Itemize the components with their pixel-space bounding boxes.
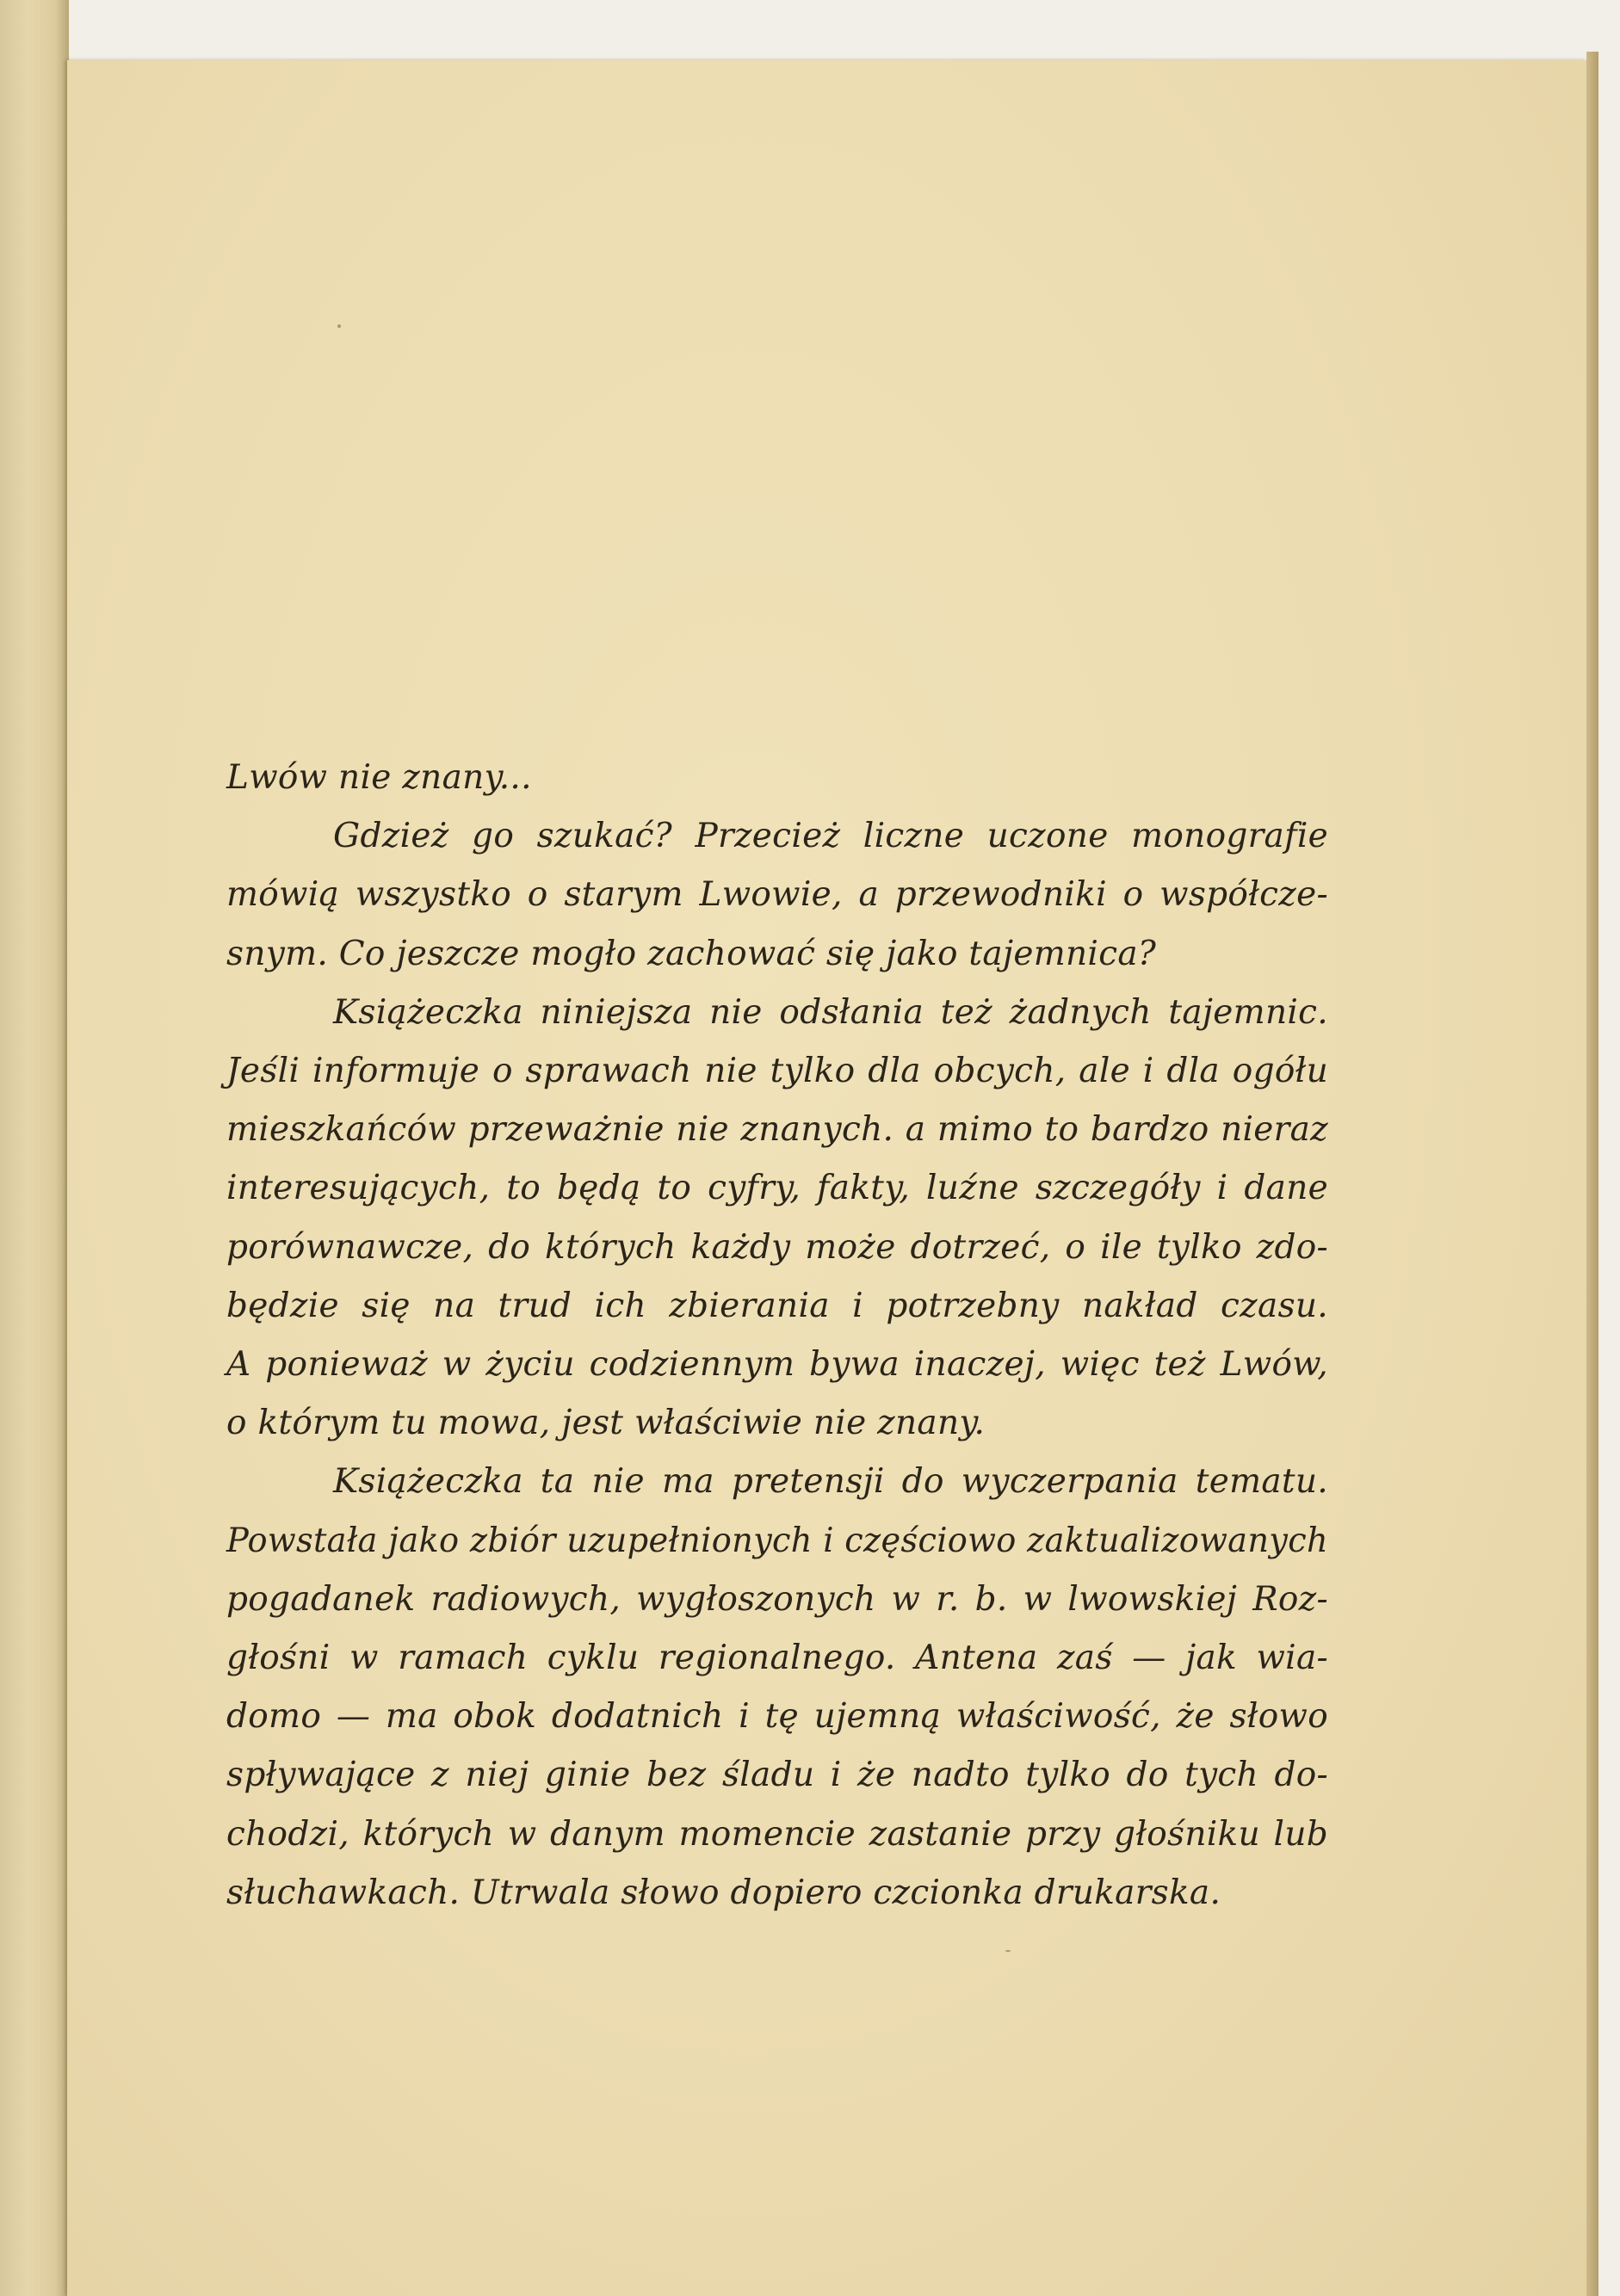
- text-line: Książeczka niniejsza nie odsłania też żadnych tajemnic.: [333, 992, 1328, 1032]
- text-line: Powstała jako zbiór uzupełnionych i częściowo zaktualizowanych: [226, 1521, 1328, 1560]
- text-line: spływające z niej ginie bez śladu i że nadto tylko do tych do-: [226, 1756, 1328, 1795]
- paper-speck: [337, 324, 341, 328]
- text-line: mieszkańców przeważnie nie znanych. a mimo to bardzo nieraz: [226, 1110, 1328, 1150]
- text-line: pogadanek radiowych, wygłoszonych w r. b. w lwowskiej Roz-: [226, 1579, 1328, 1619]
- previous-page-edge: [0, 0, 69, 2296]
- text-line: słuchawkach. Utrwala słowo dopiero czcionka drukarska.: [226, 1873, 1221, 1912]
- text-line: Jeśli informuje o sprawach nie tylko dla obcych, ale i dla ogółu: [226, 1052, 1328, 1091]
- text-line: A ponieważ w życiu codziennym bywa inaczej, więc też Lwów,: [226, 1345, 1328, 1385]
- text-line: mówią wszystko o starym Lwowie, a przewodniki o współcze-: [226, 875, 1328, 915]
- body-text: [226, 749, 1328, 1923]
- text-line: snym. Co jeszcze mogło zachować się jako tajemnica?: [226, 934, 1157, 973]
- paper-speck: [1005, 1950, 1011, 1952]
- text-line: Gdzież go szukać? Przecież liczne uczone monografie: [333, 817, 1328, 856]
- text-line: Książeczka ta nie ma pretensji do wyczerpania tematu.: [333, 1462, 1328, 1502]
- text-line: głośni w ramach cyklu regionalnego. Antena zaś — jak wia-: [226, 1639, 1328, 1678]
- text-line: o którym tu mowa, jest właściwie nie znany.: [226, 1404, 986, 1443]
- text-line: chodzi, których w danym momencie zastanie przy głośniku lub: [226, 1814, 1328, 1854]
- text-line: porównawcze, do których każdy może dotrzeć, o ile tylko zdo-: [226, 1227, 1328, 1267]
- text-line: Lwów nie znany...: [226, 758, 532, 797]
- page-right-edge: [1586, 52, 1598, 2296]
- text-line: domo — ma obok dodatnich i tę ujemną właściwość, że słowo: [226, 1697, 1328, 1737]
- text-line: będzie się na trud ich zbierania i potrzebny nakład czasu.: [226, 1286, 1328, 1325]
- text-line: interesujących, to będą to cyfry, fakty, luźne szczegóły i dane: [226, 1169, 1328, 1208]
